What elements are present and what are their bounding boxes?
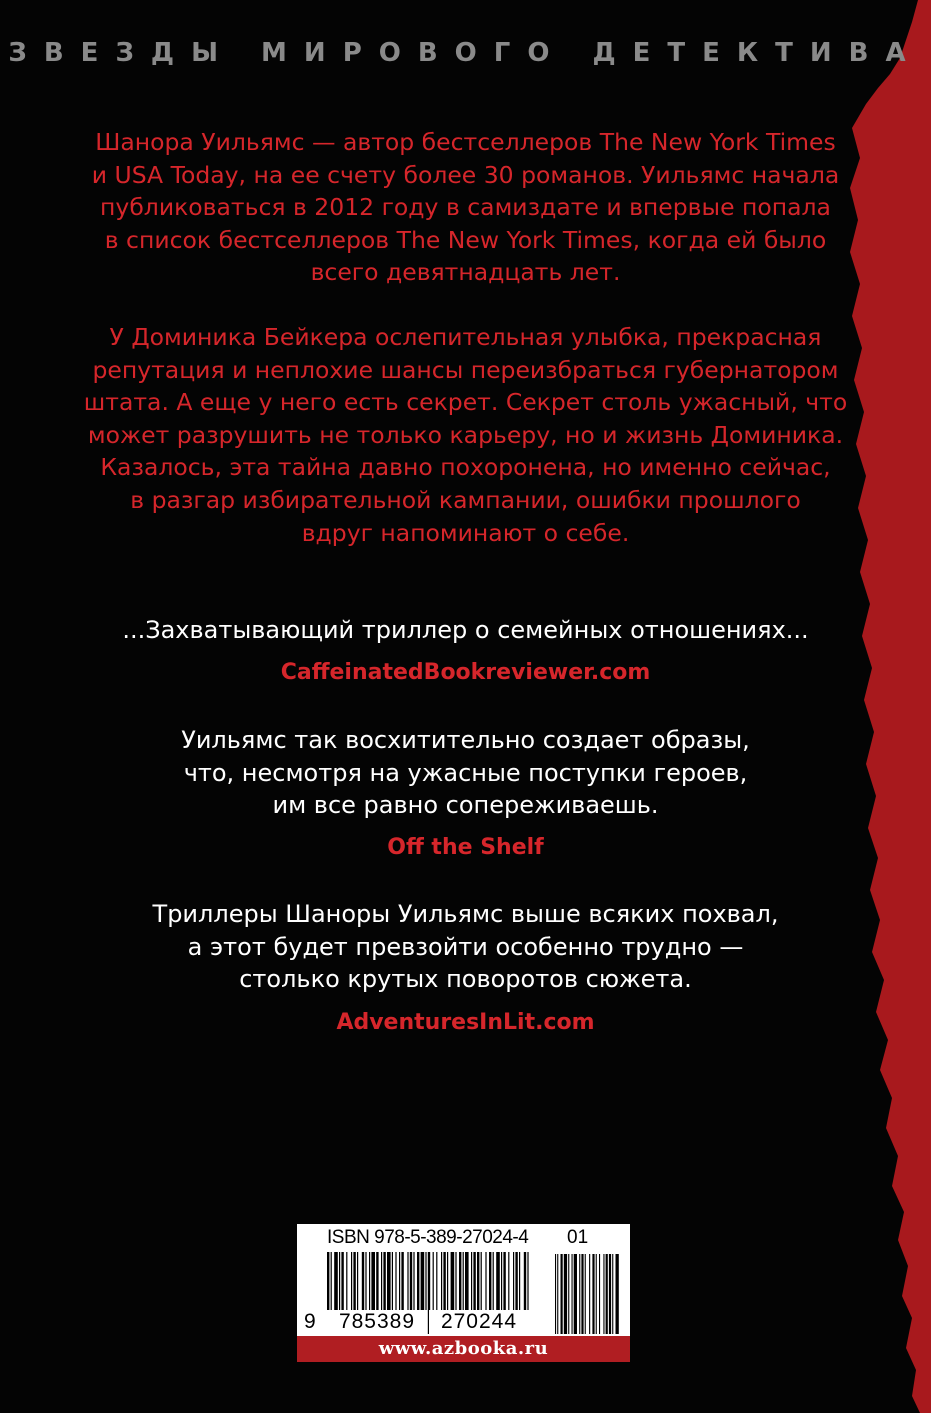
synopsis-line: может разрушить не только карьеру, но и жизнь Доминика. (87, 420, 844, 449)
review-source: AdventuresInLit.com (336, 1010, 595, 1035)
isbn-barcode (297, 1224, 630, 1336)
bio-line: в список бестселлеров The New York Times, когда ей было (104, 225, 827, 254)
synopsis-line: штата. А еще у него есть секрет. Секрет столь ужасный, что (83, 388, 848, 417)
synopsis-line: вдруг напоминают о себе. (301, 518, 630, 547)
series-title: ЗВЕЗДЫ МИРОВОГО ДЕТЕКТИВА (8, 38, 923, 68)
review-quote (0, 724, 931, 822)
review-quote (0, 898, 931, 996)
addon-code: 01 (567, 1227, 589, 1248)
review-line: столько крутых поворотов сюжета. (239, 965, 692, 993)
synopsis-line: У Доминика Бейкера ослепительная улыбка, прекрасная (109, 323, 822, 351)
isbn-label: ISBN 978-5-389-27024-4 (327, 1227, 529, 1248)
review-line: а этот будет превзойти особенно трудно — (187, 932, 744, 961)
review-source: Off the Shelf (387, 835, 544, 860)
bio-line: публиковаться в 2012 году в самиздате и впервые попала (100, 193, 831, 222)
bio-line: и USA Today, на ее счету более 30 романов. Уильямс начала (91, 160, 840, 189)
review-source: CaffeinatedBookreviewer.com (280, 660, 651, 685)
synopsis-line: в разгар избирательной кампании, ошибки прошлого (130, 485, 801, 514)
ean-left-group: 785389 (327, 1310, 427, 1334)
author-bio (0, 126, 931, 289)
review-line: Уильямс так восхитительно создает образы, (181, 726, 750, 754)
review-line: ...Захватывающий триллер о семейных отношениях... (122, 616, 809, 644)
review-quote (0, 614, 931, 647)
review-line: Триллеры Шаноры Уильямс выше всяких похвал, (152, 900, 779, 928)
ean-first-digit: 9 (304, 1310, 316, 1333)
synopsis-line: Казалось, эта тайна давно похоронена, но именно сейчас, (100, 453, 831, 482)
review-line: что, несмотря на ужасные поступки героев, (183, 758, 748, 787)
synopsis (0, 321, 931, 549)
publisher-url: www.azbooka.ru (297, 1336, 630, 1362)
bio-line: Шанора Уильямс — автор бестселлеров The New York Times (95, 128, 836, 156)
ean-right-group: 270244 (429, 1310, 529, 1334)
review-line: им все равно сопереживаешь. (272, 791, 659, 819)
synopsis-line: репутация и неплохие шансы переизбраться губернатором (92, 355, 839, 384)
bio-line: всего девятнадцать лет. (310, 258, 621, 287)
